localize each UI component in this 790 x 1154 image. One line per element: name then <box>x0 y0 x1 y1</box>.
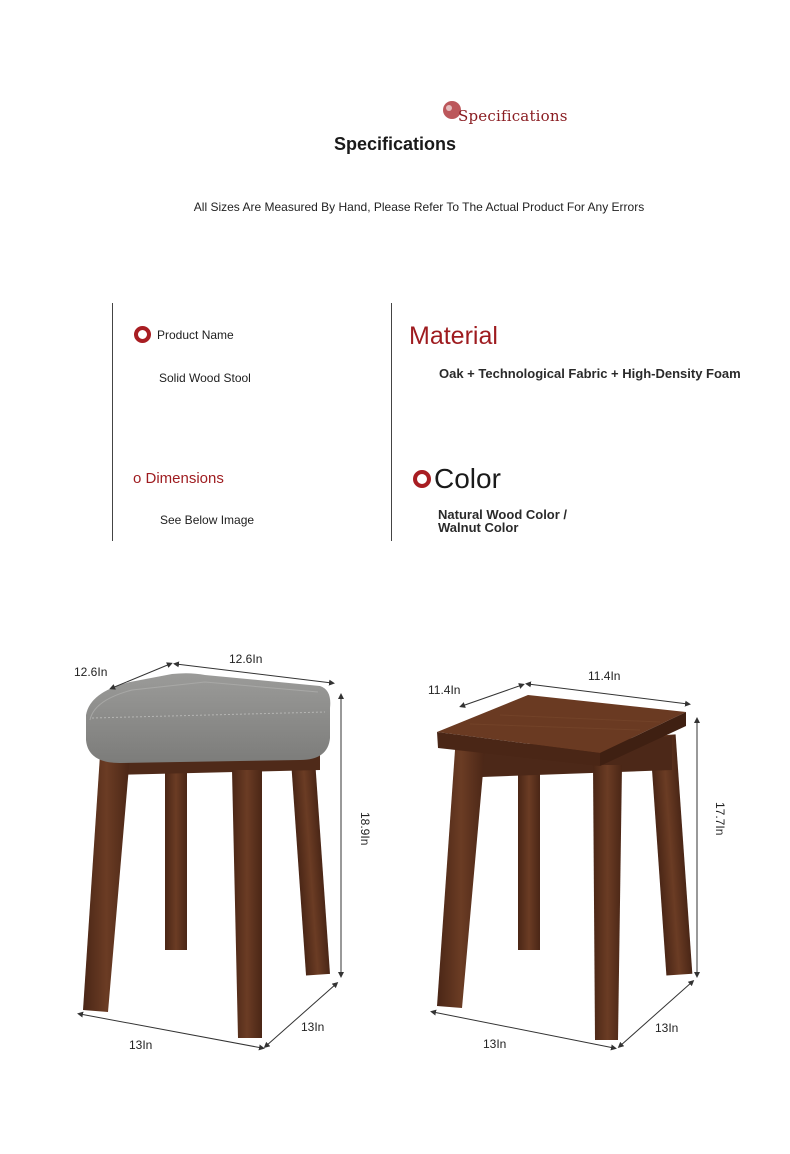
upholstered-base-width-label: 13In <box>129 1038 153 1052</box>
upholstered-seat-width-label: 12.6In <box>229 652 263 666</box>
left-divider <box>112 303 113 541</box>
color-label: Color <box>434 463 501 494</box>
back-leg <box>165 755 187 950</box>
product-name-heading <box>134 326 234 343</box>
wooden-stool <box>433 684 697 1048</box>
upholstered-seat-depth-label: 12.6In <box>74 665 108 679</box>
wooden-base-width-label: 13In <box>483 1037 507 1051</box>
front-leg <box>232 770 262 1038</box>
upholstered-stool <box>80 664 341 1048</box>
dimensions-value: See Below Image <box>160 513 255 527</box>
color-value-line2: Walnut Color <box>438 520 519 535</box>
upholstered-height-label: 18.9In <box>358 812 372 846</box>
logo-text: Specifications <box>458 107 568 125</box>
dimensions-label: o Dimensions <box>133 470 224 487</box>
product-name-label: Product Name <box>157 327 234 342</box>
upholstered-base-depth-label: 13In <box>301 1020 325 1034</box>
ring-bullet-icon <box>134 326 151 343</box>
front-leg <box>593 765 622 1040</box>
material-value: Oak + Technological Fabric + High-Density Foam <box>439 366 741 381</box>
back-leg <box>518 770 540 950</box>
measurement-disclaimer: All Sizes Are Measured By Hand, Please Refer To The Actual Product For Any Errors <box>193 200 645 214</box>
middle-divider <box>391 303 392 541</box>
color-heading <box>413 463 501 495</box>
page-title: Specifications <box>333 134 457 154</box>
wooden-seat-depth-label: 11.4In <box>428 683 461 697</box>
front-leg <box>437 750 485 1008</box>
wooden-height-label: 17.7In <box>713 802 727 836</box>
stool-illustrations <box>0 620 790 1080</box>
back-leg <box>290 744 330 975</box>
cushion <box>86 673 330 763</box>
wooden-base-depth-label: 13In <box>655 1021 679 1035</box>
product-name-value: Solid Wood Stool <box>159 371 251 385</box>
ring-bullet-icon <box>413 470 431 488</box>
color-value-line1: Natural Wood Color / <box>438 507 568 522</box>
material-label: Material <box>409 322 498 350</box>
wooden-seat-width-label: 11.4In <box>588 669 621 683</box>
front-leg <box>83 755 130 1012</box>
